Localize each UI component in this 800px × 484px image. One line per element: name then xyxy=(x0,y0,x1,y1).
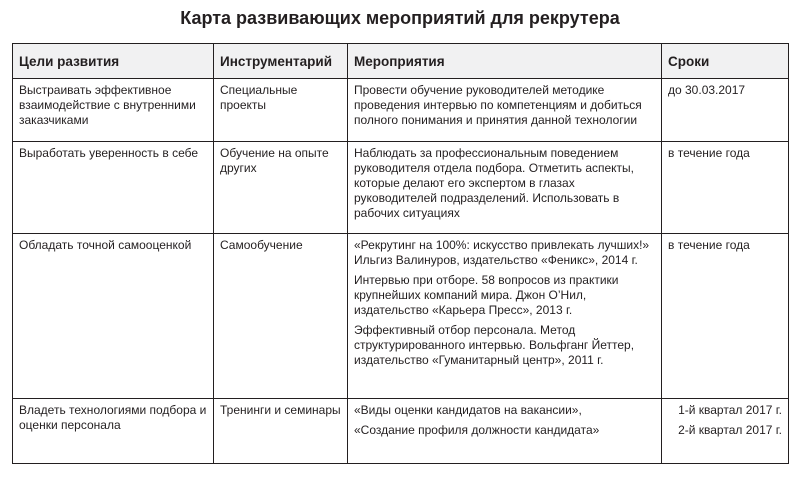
cell-events xyxy=(348,79,662,142)
cell-terms xyxy=(662,399,789,464)
page-title: Карта развивающих мероприятий для рекрутера xyxy=(180,8,620,28)
cell-goal: Владеть технологиями подбора и оценки персонала xyxy=(13,399,214,464)
event-text: Эффективный отбор персонала. Метод структурированного интервью. Вольфганг Йеттер, издательство «Гуманитарный центр», 2011 г. xyxy=(354,323,635,367)
cell-tool: Самообучение xyxy=(214,234,348,399)
cell-events xyxy=(348,234,662,399)
term-text: в течение года xyxy=(668,146,750,160)
cell-goal: Обладать точной самооценкой xyxy=(13,234,214,399)
event-text: «Создание профиля должности кандидата» xyxy=(354,423,600,437)
cell-tool: Обучение на опыте других xyxy=(214,142,348,234)
table-row xyxy=(13,142,789,234)
development-plan-table xyxy=(12,43,789,464)
term-text: в течение года xyxy=(668,238,750,252)
event-text: Интервью при отборе. 58 вопросов из практики крупнейших компаний мира. Джон О’Нил, издательство «Карьера Пресс», 2013 г. xyxy=(354,273,619,317)
term-text: 2-й квартал 2017 г. xyxy=(678,423,782,437)
cell-goal: Выстраивать эффективное взаимодействие с внутренними заказчиками xyxy=(13,79,214,142)
cell-terms xyxy=(662,234,789,399)
column-header-tools: Инструментарий xyxy=(214,44,348,79)
event-text: «Рекрутинг на 100%: искусство привлекать лучших!» Ильгиз Валинуров, издательство «Феникс», 2014 г. xyxy=(354,238,650,267)
cell-events xyxy=(348,399,662,464)
term-text: 1-й квартал 2017 г. xyxy=(678,403,782,417)
column-header-events: Мероприятия xyxy=(348,44,662,79)
table-header-row xyxy=(13,44,789,79)
cell-events xyxy=(348,142,662,234)
cell-goal: Выработать уверенность в себе xyxy=(13,142,214,234)
event-text: Наблюдать за профессиональным поведением руководителя отдела подбора. Отметить аспекты, которые делают его экспертом в глазах руководителей подразделений. Использовать в рабочих ситуациях xyxy=(354,146,635,220)
event-text: Провести обучение руководителей методике проведения интервью по компетенциям и добиться полного понимания и принятия данной технологии xyxy=(354,83,642,127)
cell-tool: Тренинги и семинары xyxy=(214,399,348,464)
table-row xyxy=(13,79,789,142)
table-row xyxy=(13,234,789,399)
column-header-goals: Цели развития xyxy=(13,44,214,79)
cell-tool: Специальные проекты xyxy=(214,79,348,142)
cell-terms xyxy=(662,79,789,142)
cell-terms xyxy=(662,142,789,234)
event-text: «Виды оценки кандидатов на вакансии», xyxy=(354,403,582,417)
column-header-terms: Сроки xyxy=(662,44,789,79)
term-text: до 30.03.2017 xyxy=(668,83,746,97)
table-row xyxy=(13,399,789,464)
